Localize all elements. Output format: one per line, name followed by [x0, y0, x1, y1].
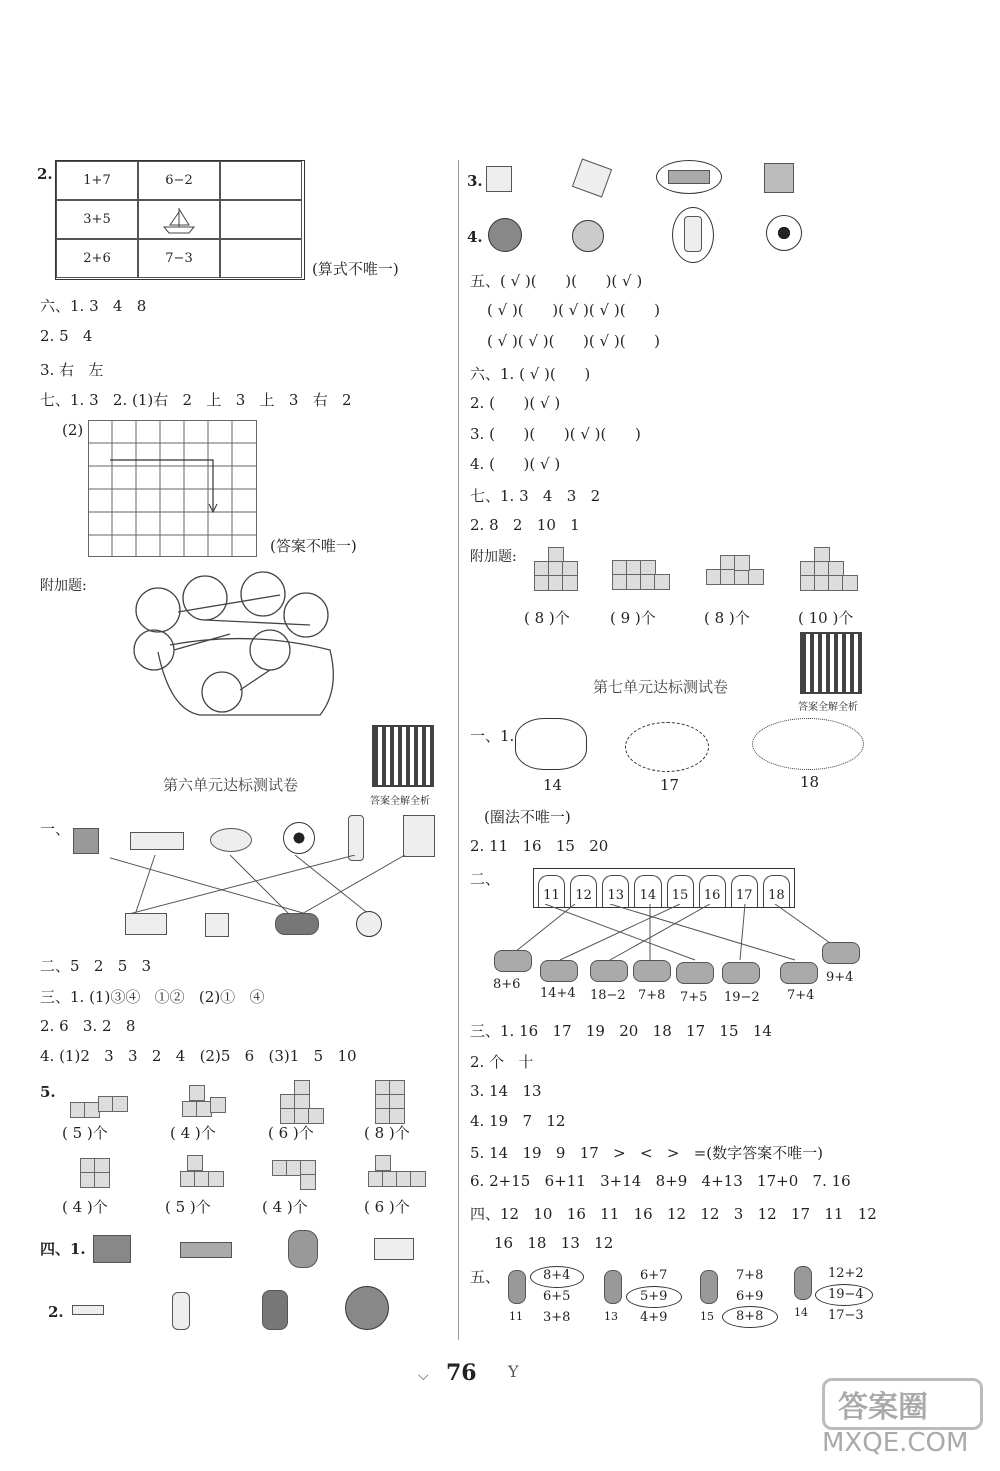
dinner-table-illustration	[130, 570, 360, 720]
mic-number: 14	[794, 1306, 808, 1319]
sailboat-cell	[138, 200, 220, 239]
seven-2-label: (2)	[62, 421, 84, 439]
qr-caption: 答案全解全析	[798, 702, 858, 713]
garage-slot: 11	[538, 875, 565, 907]
garage-slot: 13	[602, 875, 629, 907]
q2-label: 2.	[37, 165, 53, 183]
u6-2: 二、5 2 5 3	[40, 957, 152, 975]
garage	[533, 868, 795, 908]
cube-box-icon	[764, 163, 794, 193]
watermark-brand: 答案圈	[838, 1390, 928, 1425]
microphone-icon	[604, 1270, 622, 1304]
extra-count: ( 8 )个	[704, 609, 750, 627]
pencil-box-icon	[130, 832, 184, 850]
eraser-box-icon	[180, 1242, 232, 1258]
expr: 5+9	[640, 1289, 668, 1304]
u7-1-2: 2. 11 16 15 20	[470, 837, 609, 855]
extra-count: ( 9 )个	[610, 609, 656, 627]
car-expr: 19−2	[724, 990, 760, 1005]
r-seven-1: 七、1. 3 4 3 2	[470, 487, 601, 505]
expr: 19−4	[828, 1287, 864, 1302]
car-icon	[590, 960, 628, 982]
expr: 3+8	[543, 1310, 571, 1325]
car-expr: 7+4	[787, 988, 815, 1003]
car-icon	[494, 950, 532, 972]
u7-2-label: 二、	[470, 870, 501, 888]
gift-box-icon	[93, 1235, 131, 1263]
garage-slot: 14	[634, 875, 661, 907]
u7-3-3: 3. 14 13	[470, 1082, 542, 1100]
cube-count: ( 6 )个	[268, 1124, 314, 1142]
r-five-1: 五、( √ )( )( )( √ )	[470, 272, 643, 290]
car-icon	[822, 942, 860, 964]
page-number: 76	[446, 1360, 477, 1386]
cube-count: ( 8 )个	[364, 1124, 410, 1142]
can-icon	[288, 1230, 318, 1268]
count-value: 18	[800, 773, 820, 791]
u7-1-note: (圈法不唯一)	[484, 808, 571, 826]
expr: 6+7	[640, 1268, 668, 1283]
expr: 12+2	[828, 1266, 864, 1281]
garage-slot: 15	[667, 875, 694, 907]
rubiks-cube-icon	[486, 166, 512, 192]
cube-count: ( 4 )个	[170, 1124, 216, 1142]
u6-3-4: 4. (1)2 3 3 2 4 (2)5 6 (3)1 5 10	[40, 1047, 357, 1065]
u7-3-6: 6. 2+15 6+11 3+14 8+9 4+13 17+0 7. 16	[470, 1172, 851, 1190]
car-icon	[780, 962, 818, 984]
grid-cell	[220, 239, 302, 278]
q2-grid	[55, 160, 305, 280]
dice-icon	[572, 158, 612, 197]
watermark-site: MXQE.COM	[822, 1428, 969, 1458]
six-3: 3. 右 左	[40, 361, 104, 379]
expr: 7+8	[736, 1268, 764, 1283]
grid-cell: 1+7	[56, 161, 138, 200]
cylinder-shape	[275, 913, 319, 935]
grid-cell: 6−2	[138, 161, 220, 200]
car-matching-lines	[495, 904, 875, 966]
apple-group-icon	[515, 718, 587, 770]
r-six-4: 4. ( )( √ )	[470, 455, 561, 473]
car-icon	[633, 960, 671, 982]
carton-icon	[403, 815, 435, 857]
expr: 8+4	[543, 1268, 571, 1283]
extra-count: ( 10 )个	[798, 609, 854, 627]
cube-count: ( 6 )个	[364, 1198, 410, 1216]
u7-3-5: 5. 14 19 9 17 > < > =(数字答案不唯一)	[470, 1144, 823, 1162]
q2-note: (算式不唯一)	[312, 260, 399, 278]
grid-cell	[220, 161, 302, 200]
count-value: 14	[543, 776, 563, 794]
column-divider	[458, 160, 459, 1340]
r-five-2: ( √ )( )( √ )( √ )( )	[487, 301, 661, 319]
car-expr: 7+5	[680, 990, 708, 1005]
r-seven-2: 2. 8 2 10 1	[470, 516, 580, 534]
r-six-3: 3. ( )( )( √ )( )	[470, 425, 641, 443]
u6-4-2-label: 2.	[48, 1303, 64, 1321]
microphone-icon	[700, 1270, 718, 1304]
car-icon	[540, 960, 578, 982]
soccer-ball-icon	[766, 215, 802, 251]
flat-box-icon	[374, 1238, 414, 1260]
sailboat-icon	[159, 205, 199, 235]
basketball-icon	[345, 1286, 389, 1330]
u6-4-1-label: 四、1.	[40, 1240, 86, 1258]
u7-3-2: 2. 个 十	[470, 1053, 534, 1071]
r-six-2: 2. ( )( √ )	[470, 394, 561, 412]
r-five-3: ( √ )( √ )( )( √ )( )	[487, 332, 661, 350]
garage-slot: 18	[763, 875, 790, 907]
route-grid	[88, 420, 258, 558]
mic-number: 11	[509, 1310, 523, 1323]
extra-count: ( 8 )个	[524, 609, 570, 627]
car-icon	[722, 962, 760, 984]
cube-count: ( 5 )个	[165, 1198, 211, 1216]
flower-group-icon	[625, 722, 709, 772]
expr: 6+9	[736, 1289, 764, 1304]
cake-group-icon	[752, 718, 864, 770]
seven-1: 七、1. 3 2. (1)右 2 上 3 上 3 右 2	[40, 391, 352, 409]
round-box-icon	[210, 828, 252, 852]
grid-cell: 3+5	[56, 200, 138, 239]
six-2: 2. 5 4	[40, 327, 93, 345]
microphone-icon	[794, 1266, 812, 1300]
grid-cell: 2+6	[56, 239, 138, 278]
car-expr: 9+4	[826, 970, 854, 985]
cuboid-shape	[125, 913, 167, 935]
cube-count: ( 5 )个	[62, 1124, 108, 1142]
u7-1-label: 一、1.	[470, 727, 515, 745]
u6-1-label: 一、	[40, 820, 71, 838]
qr-code-icon[interactable]	[372, 725, 434, 787]
u7-4-1: 四、12 10 16 11 16 12 12 3 12 17 11 12	[470, 1205, 877, 1223]
sprout-icon: ⌵	[418, 1368, 429, 1384]
car-expr: 8+6	[493, 977, 521, 992]
expr: 4+9	[640, 1310, 668, 1325]
seven-2-note: (答案不唯一)	[270, 537, 357, 555]
expr: 17−3	[828, 1308, 864, 1323]
cube-count: ( 4 )个	[262, 1198, 308, 1216]
car-expr: 18−2	[590, 988, 626, 1003]
r-six-1: 六、1. ( √ )( )	[470, 365, 591, 383]
garage-slot: 16	[699, 875, 726, 907]
unit6-title: 第六单元达标测试卷	[163, 776, 299, 794]
u7-4-2: 16 18 13 12	[494, 1234, 614, 1252]
qr-code-icon[interactable]	[800, 632, 862, 694]
beach-ball-icon	[572, 220, 604, 252]
expr: 8+8	[736, 1309, 764, 1324]
u6-3-1: 三、1. (1)③④ ①② (2)① ④	[40, 988, 265, 1006]
rubiks-cube-icon	[73, 828, 99, 854]
u6-3-2: 2. 6 3. 2 8	[40, 1017, 136, 1035]
car-expr: 7+8	[638, 988, 666, 1003]
cup-icon	[684, 216, 702, 252]
canister-icon	[262, 1290, 288, 1330]
garage-slot: 17	[731, 875, 758, 907]
r-extra-label: 附加题:	[470, 549, 517, 565]
extra-label: 附加题:	[40, 578, 87, 594]
qr-caption: 答案全解全析	[370, 796, 430, 807]
eraser-icon	[72, 1305, 104, 1315]
u6-3-5-label: 5.	[40, 1083, 56, 1101]
grid-cell	[220, 200, 302, 239]
u7-3-1: 三、1. 16 17 19 20 18 17 15 14	[470, 1022, 772, 1040]
count-value: 17	[660, 776, 680, 794]
cube-shape	[205, 913, 229, 937]
r-q3-label: 3.	[467, 172, 483, 190]
mic-number: 13	[604, 1310, 618, 1323]
u7-5-label: 五、	[470, 1268, 501, 1286]
sphere-shape	[356, 911, 382, 937]
garage-slot: 12	[570, 875, 597, 907]
microphone-icon	[508, 1270, 526, 1304]
unit7-title: 第七单元达标测试卷	[593, 678, 729, 696]
sprout-icon: Y	[508, 1362, 519, 1381]
six-1: 六、1. 3 4 8	[40, 297, 147, 315]
u7-3-4: 4. 19 7 12	[470, 1112, 566, 1130]
expr: 6+5	[543, 1289, 571, 1304]
long-box-icon	[668, 170, 710, 184]
mic-number: 15	[700, 1310, 714, 1323]
soccer-ball-icon	[283, 822, 315, 854]
basketball-icon	[488, 218, 522, 252]
bottle-icon	[172, 1292, 190, 1330]
cube-count: ( 4 )个	[62, 1198, 108, 1216]
car-icon	[676, 962, 714, 984]
grid-cell: 7−3	[138, 239, 220, 278]
r-q4-label: 4.	[467, 228, 483, 246]
car-expr: 14+4	[540, 986, 576, 1001]
